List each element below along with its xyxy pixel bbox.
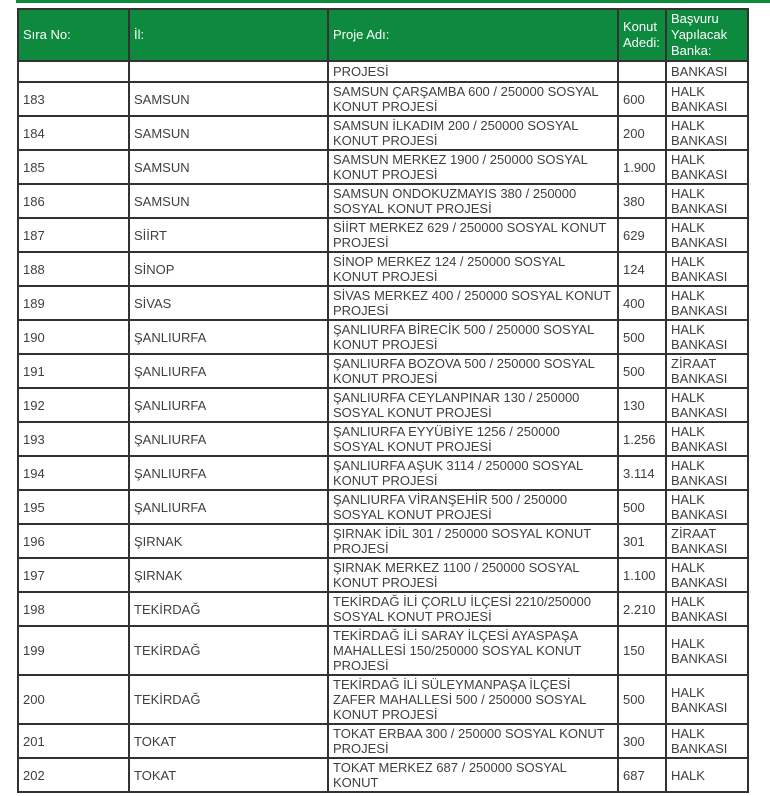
cell-il: ŞIRNAK: [129, 524, 328, 558]
table-row: [18, 490, 748, 524]
cell-proje-adi: SAMSUN ÇARŞAMBA 600 / 250000 SOSYAL KONUT PROJESİ: [328, 82, 618, 116]
cell-proje-adi: PROJESİ: [328, 61, 618, 82]
cell-proje-adi: TOKAT MERKEZ 687 / 250000 SOSYAL KONUT: [328, 758, 618, 792]
cell-sira-no: 197: [18, 558, 129, 592]
table-row: [18, 320, 748, 354]
cell-banka: HALK BANKASI: [666, 422, 748, 456]
cell-proje-adi: SİNOP MERKEZ 124 / 250000 SOSYAL KONUT PROJESİ: [328, 252, 618, 286]
cell-konut-adedi: [618, 61, 666, 82]
table-row: [18, 116, 748, 150]
cell-banka: HALK BANKASI: [666, 286, 748, 320]
cell-sira-no: 193: [18, 422, 129, 456]
table-row: [18, 150, 748, 184]
cell-il: TEKİRDAĞ: [129, 626, 328, 675]
table-row: [18, 388, 748, 422]
cell-konut-adedi: 500: [618, 354, 666, 388]
cell-il: TEKİRDAĞ: [129, 592, 328, 626]
cell-proje-adi: ŞANLIURFA AŞUK 3114 / 250000 SOSYAL KONUT PROJESİ: [328, 456, 618, 490]
table-row: [18, 422, 748, 456]
cell-banka: HALK BANKASI: [666, 626, 748, 675]
cell-konut-adedi: 130: [618, 388, 666, 422]
table-row: [18, 558, 748, 592]
cell-il: ŞANLIURFA: [129, 388, 328, 422]
cell-il: [129, 61, 328, 82]
cell-konut-adedi: 600: [618, 82, 666, 116]
col-header-il: İl:: [129, 9, 328, 61]
cell-konut-adedi: 150: [618, 626, 666, 675]
cell-proje-adi: TEKİRDAĞ İLİ SARAY İLÇESİ AYASPAŞA MAHALLESİ 150/250000 SOSYAL KONUT PROJESİ: [328, 626, 618, 675]
cell-il: SAMSUN: [129, 150, 328, 184]
cell-konut-adedi: 629: [618, 218, 666, 252]
table-row: [18, 758, 748, 792]
cell-konut-adedi: 500: [618, 320, 666, 354]
col-header-proje-adi: Proje Adı:: [328, 9, 618, 61]
cell-il: ŞANLIURFA: [129, 490, 328, 524]
cell-sira-no: 198: [18, 592, 129, 626]
housing-projects-table: [17, 8, 749, 793]
cell-konut-adedi: 301: [618, 524, 666, 558]
cell-il: SİİRT: [129, 218, 328, 252]
cell-il: SİNOP: [129, 252, 328, 286]
cell-konut-adedi: 124: [618, 252, 666, 286]
cell-sira-no: 202: [18, 758, 129, 792]
cell-proje-adi: SAMSUN İLKADIM 200 / 250000 SOSYAL KONUT PROJESİ: [328, 116, 618, 150]
cell-banka: HALK BANKASI: [666, 490, 748, 524]
table-row: [18, 524, 748, 558]
cell-il: SİVAS: [129, 286, 328, 320]
cell-banka: HALK BANKASI: [666, 184, 748, 218]
col-header-konut-adedi: Konut Adedi:: [618, 9, 666, 61]
cell-konut-adedi: 2.210: [618, 592, 666, 626]
cell-sira-no: [18, 61, 129, 82]
cell-konut-adedi: 1.100: [618, 558, 666, 592]
cell-sira-no: 183: [18, 82, 129, 116]
cell-il: SAMSUN: [129, 184, 328, 218]
cell-proje-adi: TOKAT ERBAA 300 / 250000 SOSYAL KONUT PROJESİ: [328, 724, 618, 758]
table-row: [18, 61, 748, 82]
cell-proje-adi: SAMSUN MERKEZ 1900 / 250000 SOSYAL KONUT PROJESİ: [328, 150, 618, 184]
table-row: [18, 675, 748, 724]
cell-banka: HALK BANKASI: [666, 82, 748, 116]
cell-il: ŞANLIURFA: [129, 422, 328, 456]
cell-sira-no: 201: [18, 724, 129, 758]
cell-konut-adedi: 500: [618, 675, 666, 724]
cell-sira-no: 186: [18, 184, 129, 218]
table-row: [18, 252, 748, 286]
cell-banka: HALK BANKASI: [666, 675, 748, 724]
cell-sira-no: 190: [18, 320, 129, 354]
cell-banka: HALK BANKASI: [666, 558, 748, 592]
cell-banka: ZİRAAT BANKASI: [666, 354, 748, 388]
cell-sira-no: 195: [18, 490, 129, 524]
cell-il: SAMSUN: [129, 82, 328, 116]
table-row: [18, 82, 748, 116]
table-row: [18, 592, 748, 626]
cell-il: ŞIRNAK: [129, 558, 328, 592]
cell-sira-no: 184: [18, 116, 129, 150]
table-row: [18, 354, 748, 388]
cell-konut-adedi: 300: [618, 724, 666, 758]
table-row: [18, 184, 748, 218]
table-row: [18, 456, 748, 490]
cell-proje-adi: ŞANLIURFA VİRANŞEHİR 500 / 250000 SOSYAL KONUT PROJESİ: [328, 490, 618, 524]
table-row: [18, 218, 748, 252]
cell-il: ŞANLIURFA: [129, 320, 328, 354]
cell-banka: ZİRAAT BANKASI: [666, 524, 748, 558]
cell-konut-adedi: 687: [618, 758, 666, 792]
cell-proje-adi: ŞANLIURFA BİRECİK 500 / 250000 SOSYAL KONUT PROJESİ: [328, 320, 618, 354]
cell-il: SAMSUN: [129, 116, 328, 150]
cell-banka: HALK BANKASI: [666, 252, 748, 286]
cell-proje-adi: TEKİRDAĞ İLİ SÜLEYMANPAŞA İLÇESİ ZAFER MAHALLESİ 500 / 250000 SOSYAL KONUT PROJESİ: [328, 675, 618, 724]
top-green-strip: [16, 0, 770, 3]
cell-sira-no: 189: [18, 286, 129, 320]
cell-proje-adi: ŞANLIURFA EYYÜBİYE 1256 / 250000 SOSYAL KONUT PROJESİ: [328, 422, 618, 456]
cell-banka: HALK BANKASI: [666, 150, 748, 184]
table-row: [18, 286, 748, 320]
cell-banka: HALK BANKASI: [666, 388, 748, 422]
cell-il: TEKİRDAĞ: [129, 675, 328, 724]
cell-banka: HALK BANKASI: [666, 218, 748, 252]
cell-banka: HALK BANKASI: [666, 724, 748, 758]
col-header-sira-no: Sıra No:: [18, 9, 129, 61]
cell-il: ŞANLIURFA: [129, 354, 328, 388]
cell-sira-no: 187: [18, 218, 129, 252]
cell-sira-no: 188: [18, 252, 129, 286]
cell-konut-adedi: 400: [618, 286, 666, 320]
cell-proje-adi: SAMSUN ONDOKUZMAYIS 380 / 250000 SOSYAL KONUT PROJESİ: [328, 184, 618, 218]
cell-proje-adi: ŞANLIURFA CEYLANPINAR 130 / 250000 SOSYAL KONUT PROJESİ: [328, 388, 618, 422]
cell-proje-adi: SİVAS MERKEZ 400 / 250000 SOSYAL KONUT PROJESİ: [328, 286, 618, 320]
cell-banka: HALK BANKASI: [666, 320, 748, 354]
cell-il: ŞANLIURFA: [129, 456, 328, 490]
cell-banka: HALK: [666, 758, 748, 792]
cell-sira-no: 191: [18, 354, 129, 388]
cell-proje-adi: TEKİRDAĞ İLİ ÇORLU İLÇESİ 2210/250000 SOSYAL KONUT PROJESİ: [328, 592, 618, 626]
cell-sira-no: 196: [18, 524, 129, 558]
cell-proje-adi: ŞIRNAK İDİL 301 / 250000 SOSYAL KONUT PROJESİ: [328, 524, 618, 558]
cell-il: TOKAT: [129, 758, 328, 792]
cell-konut-adedi: 380: [618, 184, 666, 218]
table-row: [18, 626, 748, 675]
table-row: [18, 724, 748, 758]
cell-sira-no: 199: [18, 626, 129, 675]
cell-il: TOKAT: [129, 724, 328, 758]
table-header-row: [18, 9, 748, 61]
cell-banka: BANKASI: [666, 61, 748, 82]
cell-proje-adi: ŞIRNAK MERKEZ 1100 / 250000 SOSYAL KONUT PROJESİ: [328, 558, 618, 592]
cell-proje-adi: ŞANLIURFA BOZOVA 500 / 250000 SOSYAL KONUT PROJESİ: [328, 354, 618, 388]
cell-banka: HALK BANKASI: [666, 456, 748, 490]
cell-konut-adedi: 1.900: [618, 150, 666, 184]
cell-banka: HALK BANKASI: [666, 116, 748, 150]
cell-konut-adedi: 200: [618, 116, 666, 150]
cell-sira-no: 192: [18, 388, 129, 422]
cell-banka: HALK BANKASI: [666, 592, 748, 626]
cell-sira-no: 200: [18, 675, 129, 724]
cell-konut-adedi: 3.114: [618, 456, 666, 490]
cell-sira-no: 185: [18, 150, 129, 184]
col-header-banka: Başvuru Yapılacak Banka:: [666, 9, 748, 61]
cell-sira-no: 194: [18, 456, 129, 490]
cell-konut-adedi: 500: [618, 490, 666, 524]
cell-proje-adi: SİİRT MERKEZ 629 / 250000 SOSYAL KONUT PROJESİ: [328, 218, 618, 252]
cell-konut-adedi: 1.256: [618, 422, 666, 456]
